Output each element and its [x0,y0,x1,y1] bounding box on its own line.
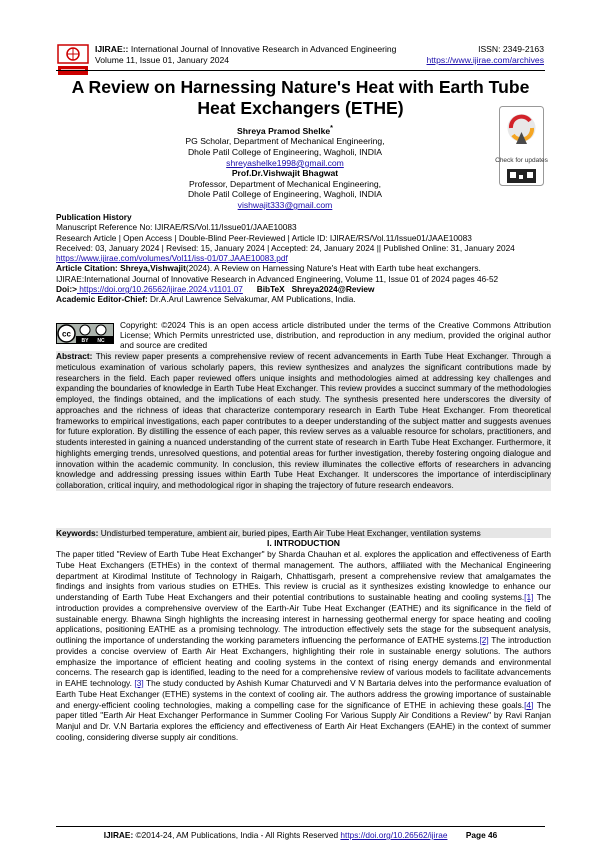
cc-nc-text: NC [97,338,105,344]
footer-text: ©2014-24, AM Publications, India - All Rights Reserved [133,830,341,840]
body-p3: The introduction provides a concise overview of Earth Air Heat Exchangers, highlighting their role in sustainable energy solutions. The authors emphasize the importance of efficient heating and cooling systems in the context of rising energy demands and environmental concerns. The research gap is identified, leading to the need for a comprehensive review of various models to facilitate advancements in EAHE technology. [56,635,551,688]
doi-line [56,284,551,294]
citation-authors: Shreya,Vishwajit [117,263,186,274]
section-heading: I. INTRODUCTION [266,538,341,548]
bibtex-key: Shreya2024@Review [291,284,375,295]
author-2-affil-1: Professor, Department of Mechanical Engineering, [188,178,382,189]
doi-link[interactable]: https://doi.org/10.26562/ijirae.2024.v1101.07 [76,284,243,295]
editor-text: Dr.A.Arul Lawrence Selvakumar, AM Publications, India. [147,294,356,305]
body-p5: The paper titled "Earth Air Heat Exchanger Performance in Summer Cooling For Various Supply Air Conditions a Review" by Ravi Ranjan Manjul and Dr. V.N Bartaria explores the efficiency and effectiveness of Earth Air Heat Exchangers (EAHE) in the context of summer cooling, considering diverse supply air conditions. [56,699,551,742]
body-p1: The paper titled "Review of Earth Tube Heat Exchanger" by Sharda Chauhan et al. explores the application and effectiveness of Earth Tube Heat Exchangers (ETHEs) in the context of thermal management. The authors, affiliated with the Mechanical Engineering department at Kirodimal Institute of Technology in Raigarh, Chhattisgarh, present a comprehensive review that amalgamates the findings and insights from various studies on ETHEs. This review is crucial as it synthesizes existing knowledge to enhance our understanding of Earth Tube Heat Exchangers and their potential contributions to sustainable heating and cooling systems. [56,549,551,602]
journal-name: International Journal of Innovative Research in Advanced Engineering [128,44,397,54]
keywords-label: Keywords: [56,528,99,538]
citation-ref-1[interactable]: [1] [524,592,534,602]
journal-header [95,44,396,66]
footer-rule [56,826,545,827]
abstract-text: This review paper presents a comprehensive review of recent advancements in Earth Tube Heat Exchanger. Through a meticulous examination of various scholarly papers, this review synthesizes and analyzes the significant contributions made by researchers in the field. Each paper reviewed offers unique insights and methodologies aimed at addressing key challenges and expanding the boundaries of knowledge in Earth Tube Heat Exchanger. This review provides a succinct summary of the methodologies employed, the findings obtained, and the implications of each study. The synthesis presented here underscores the diversity of approaches and the richness of ideas that characterize contemporary research in Earth Tube Heat Exchanger. From theoretical frameworks to empirical investigations, each paper contributes to a deeper understanding of the subject matter and suggests avenues for future exploration. By distilling the essence of each paper, this review serves as a valuable resource for scholars, practitioners, and students interested in gaining a nuanced understanding of the current state of research in Earth Tube Heat Exchanger. Furthermore, it highlights emerging trends, unresolved questions, and potential areas for further investigation, thereby fostering ongoing dialogue and innovation within the academic community. In conclusion, this review illuminates the collective efforts of researchers in advancing knowledge and addressing pressing issues within Earth Tube Heat Exchanger. It underscores the importance of interdisciplinary collaboration, critical inquiry, and methodological rigor in shaping the trajectory of future research endeavors. [56,351,551,490]
citation-ref-3[interactable]: [3] [134,678,144,688]
body-text [56,549,551,743]
badge-label: Check for updates [495,157,548,164]
body-p2: The introduction provides a comprehensive overview of the Earth-Air Tube Heat Exchanger (EATHE) and its significance in the field of sustainable energy. Bhawna Singh highlights the increasing interest in harnessing geothermal energy for space heating and cooling applications, positioning EATHE as a promising technology. The introduction effectively sets the stage for the subsequent analysis, outlining the importance of understanding the working parameters influencing the performance of EATHE systems. [56,592,551,645]
publication-history-heading: Publication History [56,212,132,222]
check-for-updates-badge[interactable] [495,106,548,186]
article-line: Research Article | Open Access | Double-Blind Peer-Reviewed | Article ID: IJIRAE/RS/Vol.11/Issue01/JAAE10083 [56,232,472,243]
citation [56,263,551,284]
author-block [150,123,420,211]
citation-text: (2024). A Review on Harnessing Nature's Heat with Earth tube heat exchangers. IJIRAE:International Journal of Innovative Research in Advanced Engineering, Volume 11, Issue 01 of 2024 pages 46-52 [56,263,499,284]
editor-line [56,294,551,304]
bibtex-label[interactable]: BibTeX [256,284,285,295]
publication-dates: Received: 03, January 2024 | Revised: 15, January 2024 | Accepted: 24, January 2024 || Published Online: 31, January 2024 [56,242,515,253]
cc-license-icon[interactable] [56,323,114,344]
copyright-notice: Copyright: ©2024 This is an open access article distributed under the terms of the Creative Commons Attribution License; Which Permits unrestricted use, distribution, and reproduction in any medium, provided the original author and source are credited [120,320,551,351]
manuscript-ref: Manuscript Reference No: IJIRAE/RS/Vol.11/Issue01/JAAE10083 [56,222,297,233]
author-1-affil-2: Dhole Patil College of Engineering, Wagholi, INDIA [187,147,383,158]
citation-ref-2[interactable]: [2] [479,635,489,645]
author-2-email[interactable]: vishwajit333@gmail.com [237,200,333,211]
author-1-affil-1: PG Scholar, Department of Mechanical Engineering, [185,136,385,147]
abstract [56,351,551,491]
keywords-text: Undisturbed temperature, ambient air, buried pipes, Earth Air Tube Heat Exchanger, ventilation systems [98,528,481,538]
journal-logo-icon [56,43,90,77]
citation-label: Article Citation: [56,263,118,274]
archives-link[interactable]: https://www.ijirae.com/archives [426,55,544,65]
footer-journal: IJIRAE: [103,830,134,840]
journal-header-right [427,44,544,66]
footer-doi-link[interactable]: https://doi.org/10.26562/ijirae [340,830,448,840]
cc-text: cc [62,329,71,339]
citation-ref-4[interactable]: [4] [524,699,534,710]
header-rule [56,70,545,71]
author-2-name: Prof.Dr.Vishwajit Bhagwat [231,168,339,179]
journal-abbr: IJIRAE:: [95,44,129,54]
paper-title: A Review on Harnessing Nature's Heat with Earth Tube Heat Exchangers (ETHE) [71,77,530,118]
author-1-name: Shreya Pramod Shelke [237,125,331,136]
journal-issue: Volume 11, Issue 01, January 2024 [95,55,230,65]
editor-label: Academic Editor-Chief: [56,294,148,305]
publication-info [56,212,551,305]
issn: ISSN: 2349-2163 [478,44,544,54]
page-footer [56,830,545,840]
page-number: Page 46 [465,830,498,840]
author-1-marker: * [330,124,333,132]
cc-by-text: BY [81,338,89,344]
article-pdf-link[interactable]: https://www.ijirae.com/volumes/Vol11/iss-01/07.JAAE10083.pdf [56,253,288,264]
author-1-email[interactable]: shreyashelke1998@gmail.com [226,157,344,168]
abstract-label: Abstract: [56,351,93,361]
keywords [56,528,551,538]
doi-label: Doi:> [56,284,77,295]
body-p4: The study conducted by Ashish Kumar Chaturvedi and V N Bartaria delves into the performance evaluation of Earth Tube Heat Exchanger (ETHE) systems in the context of cooling air. The authors address the growing importance of sustainable and energy-efficient cooling technologies, making a compelling case for the significance of ETHE in achieving these goals. [56,678,552,710]
author-2-affil-2: Dhole Patil College of Engineering, Wagholi, INDIA [187,189,383,200]
